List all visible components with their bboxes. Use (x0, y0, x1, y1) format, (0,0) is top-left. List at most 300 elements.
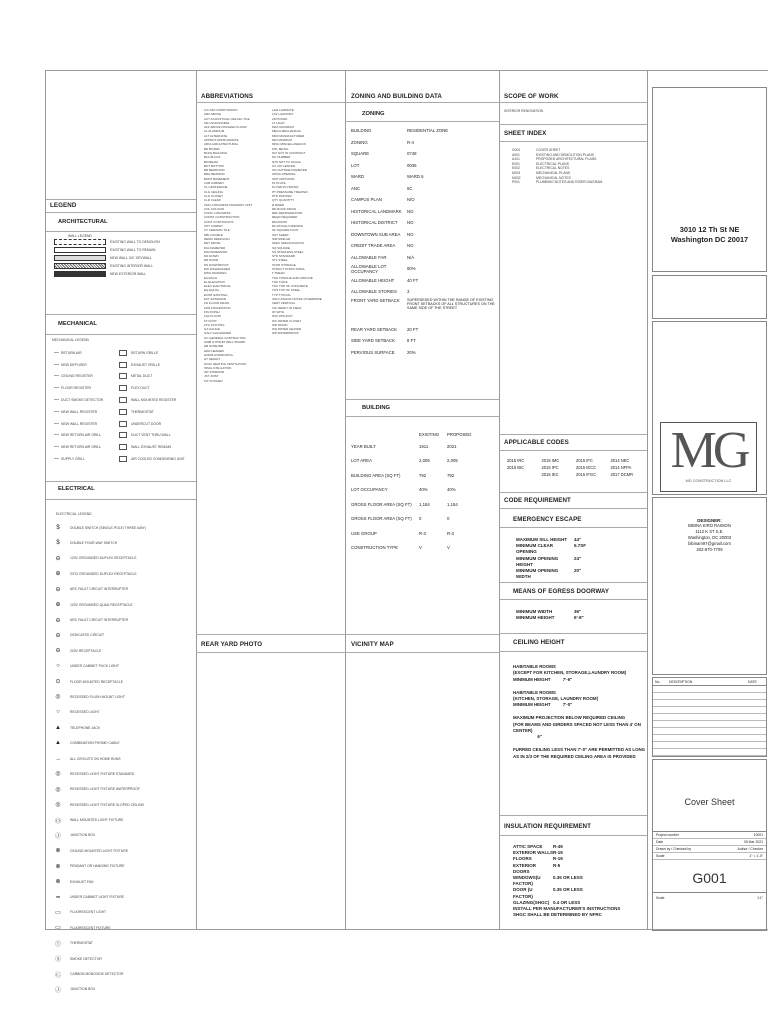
electrical-symbol-icon: Ⓢ (54, 957, 61, 964)
zoning-value: 60% (407, 266, 416, 272)
zoning-value: 0035 (407, 162, 417, 168)
elec-legend-row (52, 797, 194, 812)
abbreviation-item: MFR MANUFACTURER (272, 133, 305, 138)
code-item (507, 472, 542, 477)
building-cell: 2,005 (447, 458, 458, 464)
abbreviation-item: PTD PAINTED (272, 193, 292, 198)
mech-legend-row (52, 418, 194, 430)
vicinity-map-title: VICINITY MAP (351, 641, 394, 648)
abbreviation-item: FT FOOT (204, 318, 217, 323)
zoning-key: ALLOWABLE LOT OCCUPANCY (351, 263, 387, 274)
zoning-key: WARD (351, 174, 364, 180)
abbreviation-item: REQD REQUIRED (272, 215, 298, 220)
abbreviation-item: QTY QUANTITY (272, 198, 295, 203)
zoning-key: ZONING (351, 139, 368, 145)
building-rule (345, 416, 499, 417)
requirement-label: WINDOWS(U FACTOR) (513, 875, 541, 887)
mech-label: METAL DUCT (131, 374, 153, 379)
photo-top-rule (196, 634, 345, 635)
legend-row (54, 246, 194, 254)
electrical-symbol-icon: ⊕ (55, 571, 61, 578)
elec-legend-row (52, 597, 194, 612)
requirement-value: 36" (574, 609, 582, 614)
elec-legend-row (52, 720, 194, 735)
elec-label: ALL CIRCUITS ON HOME RUNS (70, 756, 121, 761)
insulation-note: INSTALL PER MANUFACTURER'S INSTRUCTIONS (513, 906, 621, 912)
elec-label: RECESSED FLUSH MOUNT LIGHT (70, 694, 125, 699)
sheet-index-name: MECHANICAL NOTES (536, 175, 571, 180)
abbreviation-item: LB POUND (272, 116, 288, 121)
mech-label: NEW RETURN AIR GRILL (61, 433, 102, 438)
abbreviation-item: CLO CLOSET (204, 193, 224, 198)
electrical-symbol-icon: ⊖ (55, 648, 61, 655)
mech-symbol-icon: — (54, 408, 59, 415)
code-item: 2015 IFGC (576, 472, 597, 477)
abbreviation-item: AL ALUMINUM (204, 129, 225, 134)
electrical-symbol-icon: ○ (56, 709, 60, 716)
building-cell: CONSTRUCTION TYPE (351, 545, 398, 551)
abbreviation-item: COL COLUMN (204, 206, 224, 211)
zoning-key: HISTORICAL LANDMARK (351, 208, 402, 214)
abbreviation-item: WH WATER HEATER (272, 327, 302, 332)
revision-box (652, 677, 767, 757)
abbreviation-item: CONT CONTINUOUS (204, 219, 234, 224)
mech-label: FLOOR REGISTER (61, 386, 91, 391)
abbreviation-item: WD WOOD (272, 322, 288, 327)
abbreviation-item: RD ROOF DRAIN (272, 206, 296, 211)
requirement-label: GLAZING(SHGC) (513, 899, 550, 905)
building-row (351, 439, 497, 454)
mech-symbol-icon: — (54, 432, 59, 439)
elec-legend-row (52, 951, 194, 966)
electrical-symbol-icon: ━ (56, 894, 60, 901)
zoning-value: 20 FT (407, 326, 419, 332)
zoning-key: PERVIOUS SURFACE (351, 349, 395, 355)
zoning-value: SUPERSEDED WITHIN THE RANGE OF EXISTING FRONT SETBACKS OF ALL STRUCTURES ON THE SAME SIDE OF THE STREET (407, 297, 495, 310)
abbreviation-item: DBL DOUBLE (204, 232, 223, 237)
elec-label: 120V GROUNDED QUAD RECEPTACLE (70, 602, 133, 607)
ceiling-note-line: HABITABLE ROOMS (513, 689, 556, 695)
electrical-symbol-icon: ○ (56, 663, 60, 670)
abbreviation-item: FTG FOOTING (204, 322, 225, 327)
mech-label: NEW WALL REGISTER (61, 421, 98, 426)
zoning-row (351, 275, 495, 287)
zoning-row (351, 229, 495, 241)
abbreviation-item: BSMT BASEMENT (204, 176, 230, 181)
requirement-label: ATTIC SPACE (513, 844, 543, 849)
elec-legend-row (52, 905, 194, 920)
legend-row (54, 262, 194, 270)
sheet-index-name: COVER SHEET (536, 148, 561, 152)
sheet-index-number: M001 (512, 170, 521, 175)
abbreviation-item: T TREAD (272, 271, 285, 276)
abbreviation-item: MIN MINIMUM (272, 138, 292, 143)
abbreviation-item: OC ON CENTER (272, 163, 296, 168)
sheet-index-number: M002 (512, 175, 521, 180)
mech-label: SUPPLY GRILL (61, 457, 85, 462)
sheet-info-row (653, 839, 766, 846)
requirement-label: FLOORS (513, 856, 532, 862)
mech-legend-row (52, 371, 194, 383)
abbreviation-item: NTS NOT TO SCALE (272, 159, 301, 164)
requirement-value: 5.7SF (574, 543, 587, 549)
abbreviation-item: FD FLOOR DRAIN (204, 301, 230, 306)
mech-rule (46, 334, 196, 335)
requirement-value: R-49 (553, 844, 563, 849)
abbreviation-item: DS DOWNSPOUT (204, 262, 229, 267)
mech-label: DUCT SMOKE DETECTOR (61, 398, 104, 403)
electrical-symbol-icon: ▭ (55, 925, 61, 932)
abbreviations-col-2 (272, 108, 342, 336)
zoning-key: DOWNTOWN SUB AREA (351, 231, 401, 237)
mech-symbol-icon: — (54, 444, 59, 451)
elec-label: SMOKE DETECTOR (70, 956, 102, 961)
building-row (351, 541, 497, 556)
zoning-key: CAMPUS PLAN (351, 197, 382, 203)
zoning-value: NO (407, 231, 414, 237)
abbreviation-item: RO ROUGH OPENING (272, 224, 304, 229)
insulation-top-rule (499, 815, 647, 816)
mech-symbol-icon: — (54, 373, 59, 380)
abbreviation-item: PLYWD PLYWOOD (272, 185, 299, 190)
abbreviation-item: ACT ACOUSTICAL CEILING TILE (204, 116, 250, 121)
electrical-symbol-icon: ⊗ (55, 863, 61, 870)
elec-legend-row (52, 535, 194, 550)
wall-swatch (54, 247, 106, 253)
abbreviation-item: OPP OPPOSITE (272, 176, 295, 181)
zoning-value: 20% (407, 349, 416, 355)
elec-label: CEILING MOUNTED LIGHT FIXTURE (70, 848, 128, 853)
mech-top-rule (46, 314, 196, 315)
electrical-symbol-icon: ◎ (55, 802, 61, 809)
elec-legend-row (52, 859, 194, 874)
elec-label: ARC FAULT CIRCUIT INTERRUPTER (70, 617, 129, 622)
insulation-title: INSULATION REQUIREMENT (504, 823, 591, 830)
codes-grid (507, 458, 645, 477)
vicinity-rule (345, 652, 499, 653)
abbreviation-item: INT INTERIOR (204, 370, 224, 375)
mech-legend-row (52, 394, 194, 406)
code-item: 2015 IBC (507, 465, 525, 470)
elec-label: DEDICATED CIRCUIT (70, 633, 105, 638)
abbreviation-item: DWG DRAWING (204, 271, 227, 276)
building-header-cell: EXISTING (419, 431, 440, 437)
mechanical-title: MECHANICAL (58, 321, 97, 327)
elec-legend-row (52, 705, 194, 720)
zoning-row (351, 171, 495, 183)
abbreviation-item: W/O WITHOUT (272, 314, 293, 319)
abbreviation-item: DEMO DEMOLISH (204, 236, 230, 241)
mech-symbol-icon (119, 350, 127, 356)
abbreviation-item: AFF ABOVE FINISHED FLOOR (204, 125, 247, 130)
elec-label: THERMOSTAT (70, 941, 93, 946)
elec-legend-row (52, 582, 194, 597)
mech-legend-row (52, 406, 194, 418)
building-cell: 792 (419, 472, 427, 478)
abbreviation-item: HVAC HEATING VENTILATION (204, 361, 247, 366)
building-row (351, 526, 497, 541)
elec-legend-row (52, 782, 194, 797)
logo-mark: MG (670, 422, 747, 479)
building-cell: BUILDING AREA (SQ FT) (351, 472, 401, 478)
zoning-key: REAR YARD SETBACK (351, 326, 397, 332)
revision-header (653, 678, 766, 686)
sheet-index-number: A001 (512, 152, 520, 157)
project-address (653, 225, 766, 245)
abbreviation-item: NIC NOT IN CONTRACT (272, 150, 306, 155)
mech-symbol-icon: — (54, 397, 59, 404)
abbreviation-item: GALV GALVANIZED (204, 331, 232, 336)
abbreviation-item: TOS TOP OF STEEL (272, 288, 301, 293)
abbreviation-item: APPROX APPROXIMATE (204, 138, 239, 143)
abbreviation-item: EXIST EXISTING (204, 292, 228, 297)
code-requirement-title: CODE REQUIREMENT (504, 497, 571, 504)
revision-lines (653, 686, 766, 756)
elec-rule (46, 499, 196, 500)
building-cell: USE GROUP (351, 530, 377, 536)
abbreviation-item: PL PLATE (272, 181, 286, 186)
egress-top-rule (499, 582, 647, 583)
column-divider (499, 71, 500, 929)
electrical-symbol-icon: ⊖ (55, 586, 61, 593)
zoning-key: ALLOWABLE FAR (351, 254, 387, 260)
sheet-info-table (653, 831, 766, 860)
requirement-value: 0.35 OR LESS (553, 887, 583, 893)
requirement-label: EXTERIOR DOORS (513, 862, 537, 874)
abbreviation-item: ALT ALTERNATE (204, 133, 228, 138)
zoning-data-title: ZONING AND BUILDING DATA (351, 93, 442, 100)
mech-legend-row (52, 453, 194, 465)
mech-label: WALL MOUNTED REGISTER (131, 398, 177, 403)
building-cell: LOT AREA (351, 458, 372, 464)
elec-legend-row (52, 551, 194, 566)
electrical-symbol-icon: ⊕ (55, 602, 61, 609)
requirement-value: 20" (574, 568, 582, 574)
elec-label: RECESSED LIGHT FIXTURE SLOPED CEILING (70, 802, 145, 807)
emergency-escape-title: EMERGENCY ESCAPE (513, 516, 582, 523)
designer-line: Washington, DC 20003 (687, 535, 732, 540)
legend-rule (46, 212, 196, 213)
codes-top-rule (499, 434, 647, 435)
building-cell: V (419, 545, 422, 551)
requirement-row (516, 556, 636, 568)
requirement-value: R-19 (553, 850, 563, 856)
abbreviation-item: ARCH ARCHITECTURAL (204, 142, 239, 147)
abbreviation-item: CONST CONSTRUCTION (204, 215, 240, 220)
designer-info (653, 523, 766, 553)
abbreviation-item: SS STAINLESS STEEL (272, 249, 304, 254)
electrical-symbol-icon: Ⓙ (54, 834, 61, 840)
sheet-index-name: ELECTRICAL PLANS (536, 161, 569, 166)
abbreviation-item: NO NUMBER (272, 155, 291, 160)
abbreviation-item: HORIZ HORIZONTAL (204, 352, 234, 357)
designer-line: BIBINA KIRO RAIMON (688, 523, 731, 528)
electrical-symbol-icon: ⊗ (55, 879, 61, 886)
abbreviation-item: FIN FINISH (204, 309, 220, 314)
sheet-info-value: 1" = 1'-0" (749, 854, 763, 858)
mech-label: FLEX DUCT (131, 386, 150, 391)
column-divider (647, 71, 648, 929)
electrical-symbol-icon: ▲ (55, 724, 61, 731)
elec-legend-row (52, 812, 194, 827)
zoning-key: BUILDING (351, 128, 372, 134)
building-header-row (351, 429, 497, 439)
mech-symbol-icon: — (54, 456, 59, 463)
mech-label: RETURN AIR (61, 350, 82, 355)
mech-label: UNDERCUT DOOR (131, 421, 162, 426)
requirement-value: R-19 (553, 856, 563, 862)
insulation-rule (499, 835, 647, 836)
mech-label: NEW DIFFUSER (61, 362, 87, 367)
electrical-caption: ELECTRICAL LEGEND (56, 512, 92, 516)
wall-swatch (54, 239, 106, 245)
elec-label: RECESSED LIGHT FIXTURE STANDARD (70, 771, 135, 776)
requirement-label: MINIMUM OPENING HEIGHT (516, 555, 559, 567)
mech-symbol-icon: — (54, 361, 59, 368)
abbreviation-item: FDN FOUNDATION (204, 305, 231, 310)
requirement-value: 0.35 OR LESS (553, 875, 583, 881)
abbreviation-item: EQ EQUAL (204, 288, 220, 293)
sheet-info-label: Drawn by / Checked by (656, 847, 692, 851)
zoning-row (351, 286, 495, 298)
ceiling-note-line: MINIMUM HEIGHT 7'-0" (513, 702, 573, 708)
abbreviation-item: HDR HEADER (204, 348, 224, 353)
electrical-symbol-icon: ⊖ (55, 632, 61, 639)
elec-legend-row (52, 966, 194, 981)
code-req-top-rule (499, 492, 647, 493)
abbreviation-item: DET DETAIL (204, 241, 222, 246)
elec-legend-row (52, 628, 194, 643)
mech-symbol-icon: — (54, 385, 59, 392)
emergency-table (516, 537, 636, 580)
abbreviation-item: T&G TONGUE AND GROOVE (272, 275, 313, 280)
zoning-row (351, 240, 495, 252)
ceiling-top-rule (499, 633, 647, 634)
architectural-legend (54, 234, 194, 278)
ceiling-note-line: HABITABLE ROOMS (513, 664, 556, 669)
building-row (351, 468, 497, 483)
emergency-rule (499, 527, 647, 528)
rear-yard-photo-title: REAR YARD PHOTO (201, 641, 263, 648)
elec-legend-row (52, 843, 194, 858)
abbreviation-item: BR BEDROOM (204, 168, 225, 173)
arch-rule (46, 231, 196, 232)
mech-symbol-icon (119, 444, 127, 450)
ceiling-notes (513, 664, 645, 760)
requirement-label: EXTERIOR WALLS (513, 850, 554, 856)
building-cell: 1911 (419, 443, 429, 449)
abbreviation-item: STL STEEL (272, 258, 288, 263)
elec-legend-row (52, 566, 194, 581)
elec-legend-row (52, 659, 194, 674)
sheet-title: Cover Sheet (684, 797, 735, 807)
abbreviation-item: SQ SQUARE (272, 245, 290, 250)
zoning-row (351, 194, 495, 206)
zoning-value: RESIDENTIAL ZONE (407, 128, 449, 134)
codes-rule (499, 450, 647, 451)
abbreviation-item: LAV LAVATORY (272, 112, 294, 117)
zoning-value: 8 FT (407, 338, 416, 344)
elec-label: PENDANT OR HANGING FIXTURE (70, 864, 125, 869)
egress-title: MEANS OF EGRESS DOORWAY (513, 588, 610, 595)
legend-title: LEGEND (50, 202, 77, 209)
sheet-index-number: E001 (512, 161, 520, 166)
requirement-label: MINIMUM HEIGHT (516, 615, 555, 621)
abbreviation-item: VERT VERTICAL (272, 301, 296, 306)
abbreviation-item: MAX MAXIMUM (272, 125, 294, 130)
sheet-index-title: SHEET INDEX (504, 130, 547, 137)
abbreviation-item: BD BOARD (204, 146, 220, 151)
abbreviation-item: ABV ABOVE (204, 112, 222, 117)
elec-legend-row (52, 735, 194, 750)
zoning-value: 3 (407, 289, 410, 295)
sheet-info-box (652, 759, 767, 931)
scale-label: Scale (656, 896, 665, 900)
abbreviation-item: KIT KITCHEN (204, 378, 223, 383)
elec-label: JUNCTION BOX (70, 833, 96, 838)
requirement-row (513, 863, 645, 875)
sheet-info-value: 10001 (753, 833, 763, 837)
building-cell: 1,184 (419, 501, 430, 507)
requirement-row (516, 568, 636, 580)
elec-label: FLUORESCENT FIXTURE (70, 925, 111, 930)
mech-label: EXHAUST GRILLE (131, 362, 160, 367)
building-cell: V (447, 545, 450, 551)
building-table (351, 429, 497, 555)
mech-symbol-icon (119, 397, 127, 403)
building-cell: 2021 (447, 443, 457, 449)
building-title: BUILDING (362, 405, 391, 411)
mech-label: AIR COOLED CONDENSING UNIT (131, 457, 185, 462)
zoning-row (351, 335, 495, 347)
ceiling-note-line: AS IN 2/3 OF THE REQUIRED CEILING AREA IS PROVIDED (513, 753, 636, 759)
mech-legend-row (52, 347, 194, 359)
abbreviation-item: STRUCT STRUCTURAL (272, 266, 306, 271)
requirement-label: MINIMUM OPENING WIDTH (516, 568, 559, 580)
mech-legend-row (52, 359, 194, 371)
designer-line: 202-870-7709 (696, 547, 723, 552)
sheet-index-name: EXISTING AND DEMOLITION PLANS (536, 152, 594, 157)
insulation-table (513, 844, 645, 918)
electrical-symbol-icon: $ (56, 540, 60, 547)
code-item: 2015 IRC (507, 458, 525, 463)
electrical-legend (52, 520, 194, 997)
elec-label: EXHAUST FAN (70, 879, 94, 884)
legend-row (54, 270, 194, 278)
abbreviation-item: MECH MECHANICAL (272, 129, 302, 134)
abbreviation-item: CAB CABINET (204, 181, 225, 186)
abbreviation-item: ADJ ADJUSTABLE (204, 120, 230, 125)
abbreviation-item: BOT BOTTOM (204, 163, 224, 168)
elec-legend-row (52, 520, 194, 535)
electrical-symbol-icon: ⊗ (55, 848, 61, 855)
abbreviations-col-1 (204, 108, 272, 383)
zoning-row (351, 160, 495, 172)
mech-symbol-icon (119, 456, 127, 462)
abbreviation-item: PT PRESSURE TREATED (272, 189, 308, 194)
elec-legend-row (52, 689, 194, 704)
mech-legend-row (52, 382, 194, 394)
building-cell: GROSS FLOOR AREA (SQ FT) (351, 516, 412, 522)
zoning-value: WARD 6 (407, 174, 424, 180)
zoning-key: FRONT YARD SETBACK (351, 297, 400, 303)
scale-value: 1:1" (757, 896, 763, 900)
abbreviation-item: MTL METAL (272, 146, 289, 151)
abbreviation-item: THK THICK (272, 279, 288, 284)
elec-legend-row (52, 766, 194, 781)
abbreviation-item: JST JOIST (204, 374, 219, 379)
elec-label: TELEPHONE JACK (70, 725, 101, 730)
